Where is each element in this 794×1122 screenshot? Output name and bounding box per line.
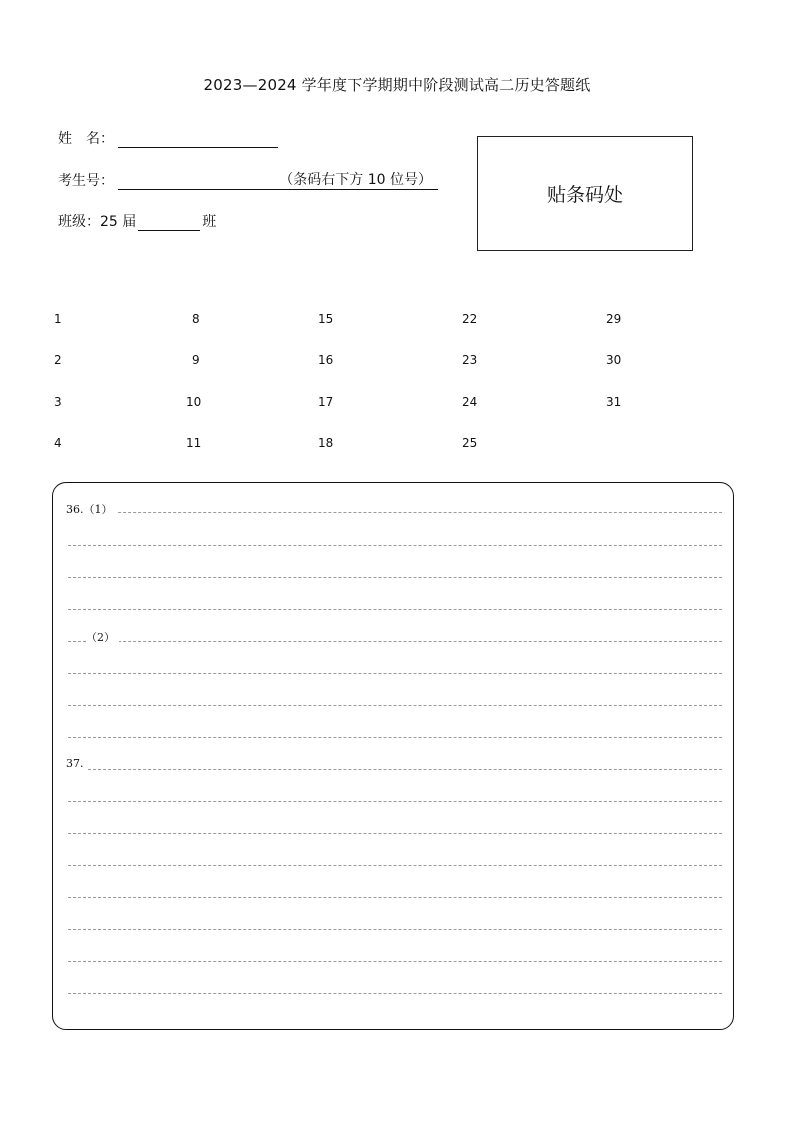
name-label: 姓 名： bbox=[58, 131, 114, 147]
answer-line[interactable] bbox=[68, 577, 722, 578]
question-number: 16 bbox=[318, 353, 334, 367]
answer-line[interactable] bbox=[68, 929, 722, 930]
question-number: 18 bbox=[318, 436, 334, 450]
question-number: 11 bbox=[186, 436, 202, 450]
question-number: 29 bbox=[606, 312, 622, 326]
question-number: 22 bbox=[462, 312, 478, 326]
student-id-input-line[interactable] bbox=[118, 173, 438, 190]
class-field bbox=[58, 211, 216, 231]
question-number: 30 bbox=[606, 353, 622, 367]
answer-line[interactable] bbox=[68, 961, 722, 962]
page-title: 2023—2024 学年度下学期期中阶段测试高二历史答题纸 bbox=[203, 76, 591, 94]
question-number: 1 bbox=[54, 312, 62, 326]
barcode-area bbox=[477, 136, 693, 251]
question-number: 23 bbox=[462, 353, 478, 367]
answer-line[interactable] bbox=[68, 833, 722, 834]
answer-line[interactable] bbox=[68, 801, 722, 802]
barcode-label: 贴条码处 bbox=[546, 184, 623, 206]
student-id-label: 考生号： bbox=[58, 173, 114, 189]
answer-line[interactable] bbox=[68, 737, 722, 738]
answer-line[interactable] bbox=[68, 673, 722, 674]
question-36-part1-label: 36.（1） bbox=[66, 501, 117, 517]
answer-line[interactable] bbox=[68, 769, 722, 770]
answer-line[interactable] bbox=[68, 641, 722, 642]
answer-line[interactable] bbox=[68, 545, 722, 546]
question-number: 4 bbox=[54, 436, 62, 450]
answer-line[interactable] bbox=[68, 609, 722, 610]
question-number: 8 bbox=[192, 312, 200, 326]
question-number: 9 bbox=[192, 353, 200, 367]
class-prefix: 班级：25 届 bbox=[58, 214, 137, 230]
question-number: 25 bbox=[462, 436, 478, 450]
question-number: 10 bbox=[186, 395, 202, 409]
name-field bbox=[58, 128, 278, 148]
name-input-line[interactable] bbox=[118, 131, 278, 148]
answer-area-box bbox=[52, 482, 734, 1030]
answer-line[interactable] bbox=[68, 705, 722, 706]
question-36-part2-label: （2） bbox=[86, 629, 119, 645]
question-number: 17 bbox=[318, 395, 334, 409]
question-number: 15 bbox=[318, 312, 334, 326]
answer-line[interactable] bbox=[68, 897, 722, 898]
question-number: 24 bbox=[462, 395, 478, 409]
answer-line[interactable] bbox=[68, 993, 722, 994]
student-id-field bbox=[58, 170, 438, 190]
class-input-line[interactable] bbox=[138, 214, 200, 231]
class-suffix: 班 bbox=[202, 214, 217, 230]
question-number: 31 bbox=[606, 395, 622, 409]
answer-line[interactable] bbox=[68, 512, 722, 513]
answer-line[interactable] bbox=[68, 865, 722, 866]
question-37-label: 37. bbox=[66, 757, 88, 770]
question-number: 3 bbox=[54, 395, 62, 409]
student-id-note: （条码右下方 10 位号） bbox=[279, 172, 432, 188]
question-number: 2 bbox=[54, 353, 62, 367]
